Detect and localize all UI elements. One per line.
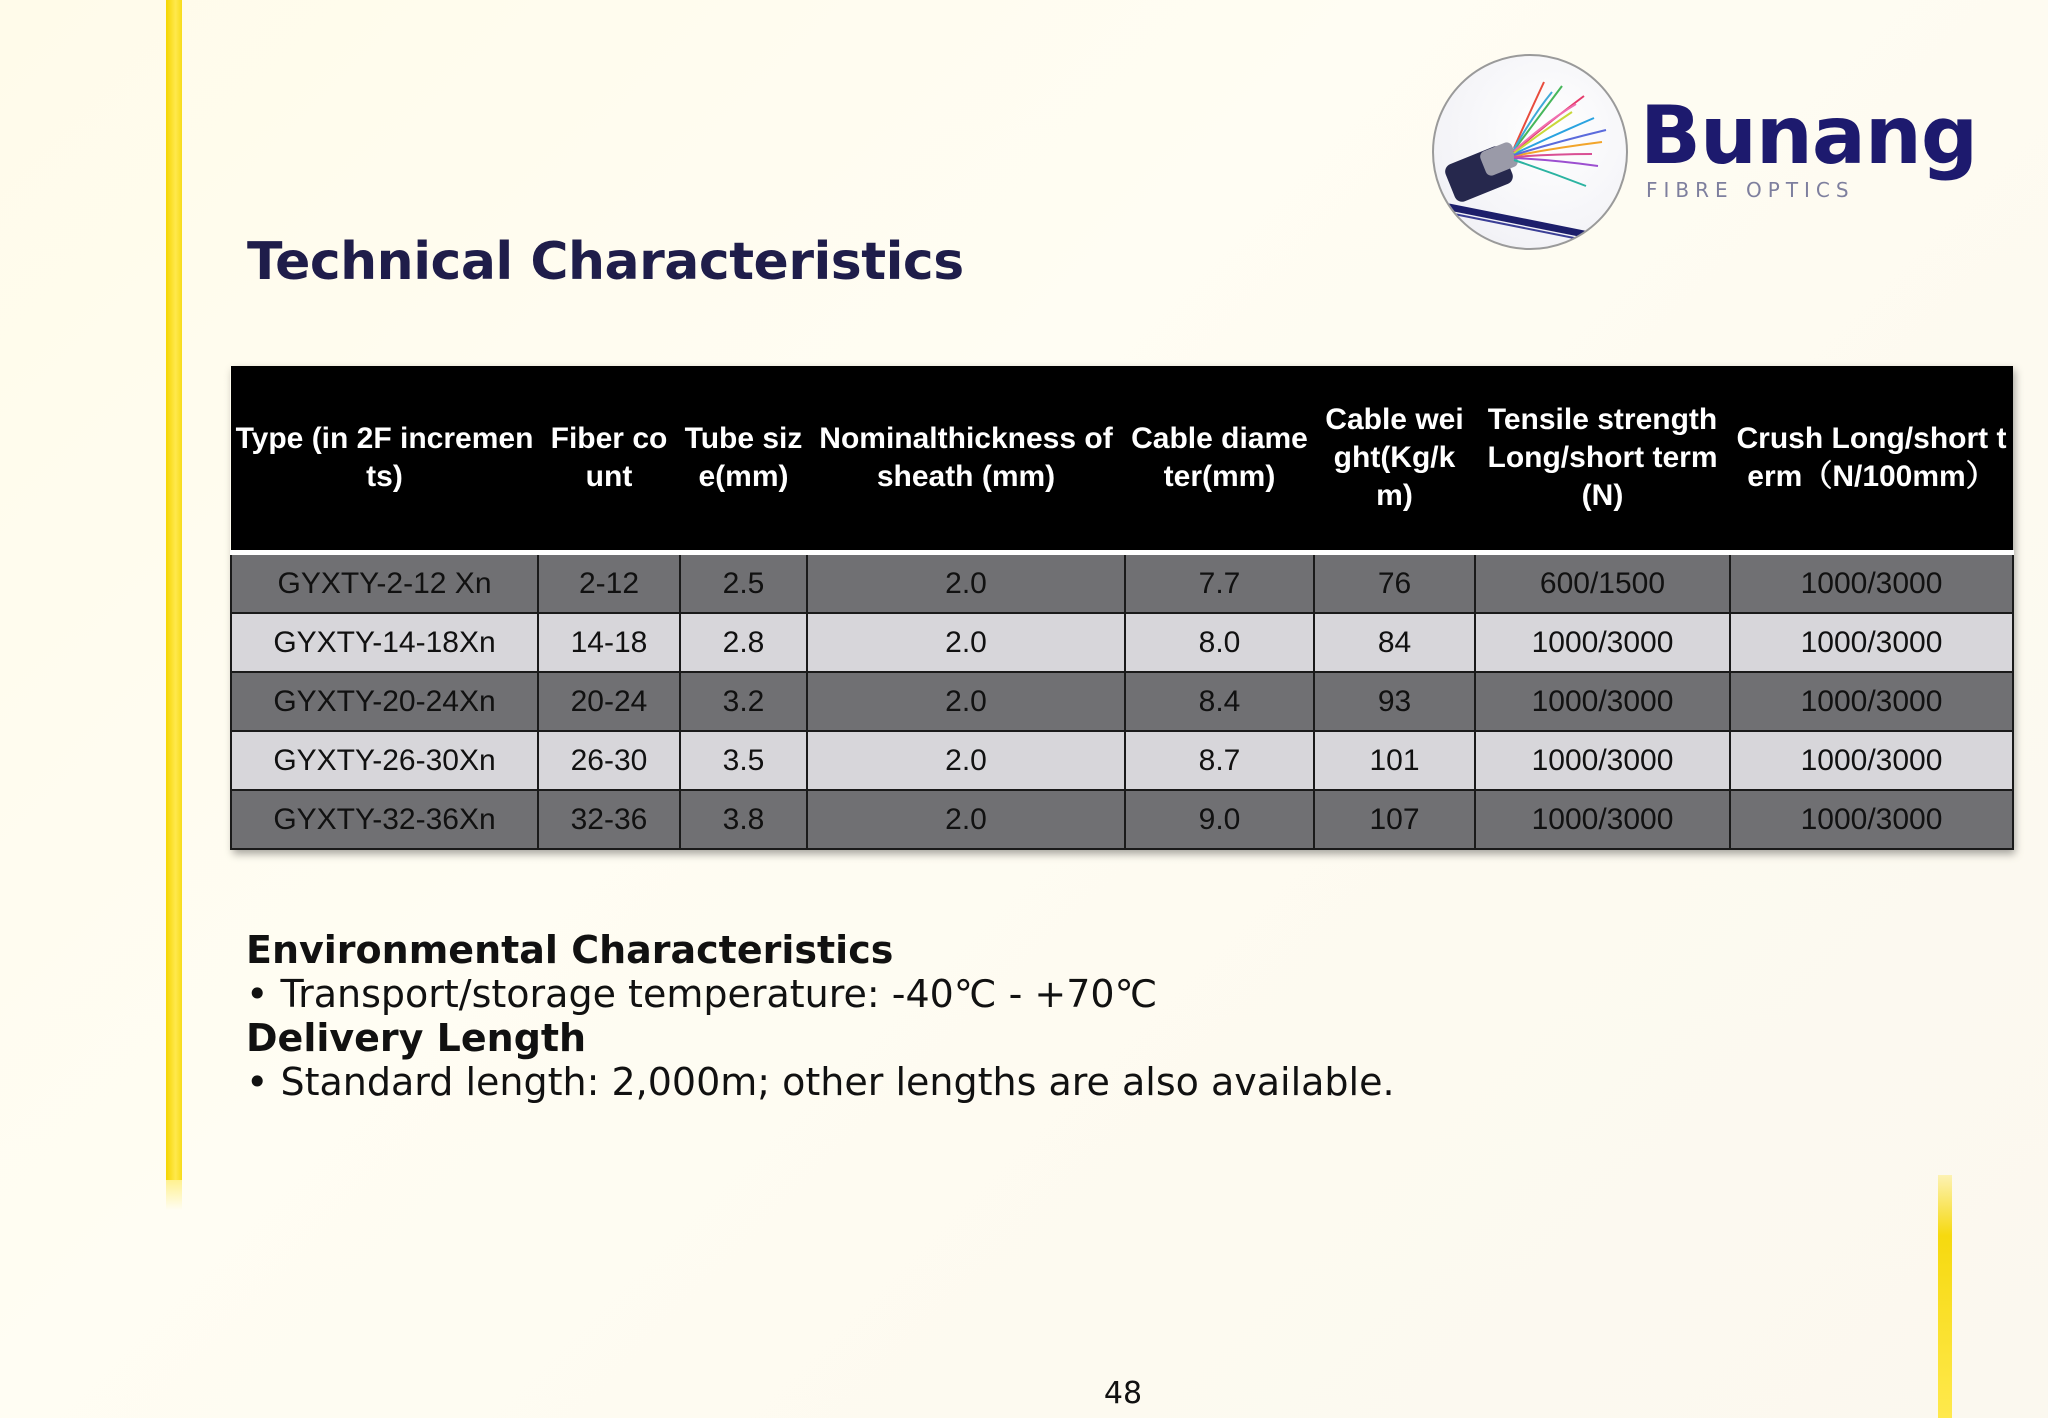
table-cell: 107 — [1314, 790, 1475, 849]
brand-logo — [1432, 54, 1978, 254]
left-accent-stripe — [166, 0, 182, 1180]
table-cell: 2.8 — [680, 613, 807, 672]
brand-tagline: FIBRE OPTICS — [1646, 178, 1855, 202]
column-header-cable-diameter: Cable diameter(mm) — [1125, 366, 1314, 553]
page-number: 48 — [1103, 1376, 1143, 1411]
table-cell: 76 — [1314, 553, 1475, 614]
column-header-sheath-thickness: Nominalthickness of sheath (mm) — [807, 366, 1125, 553]
table-cell: 2.0 — [807, 672, 1125, 731]
column-header-type: Type (in 2F increments) — [231, 366, 538, 553]
table-cell: GYXTY-32-36Xn — [231, 790, 538, 849]
table-cell: 2.0 — [807, 790, 1125, 849]
brand-name: Bunang — [1640, 89, 1978, 182]
table-row — [231, 790, 2013, 849]
table-cell: GYXTY-26-30Xn — [231, 731, 538, 790]
table-cell: 1000/3000 — [1730, 613, 2013, 672]
table-cell: 3.5 — [680, 731, 807, 790]
table-cell: 8.0 — [1125, 613, 1314, 672]
table-cell: 8.7 — [1125, 731, 1314, 790]
table-cell: 1000/3000 — [1475, 731, 1730, 790]
environment-heading: Environmental Characteristics — [246, 928, 894, 972]
table-cell: 1000/3000 — [1730, 790, 2013, 849]
table-cell: 600/1500 — [1475, 553, 1730, 614]
temperature-line: • Transport/storage temperature: -40℃ - +70℃ — [246, 972, 1158, 1016]
table-cell: 32-36 — [538, 790, 680, 849]
column-header-cable-weight: Cable weight(Kg/km) — [1314, 366, 1475, 553]
column-header-fiber-count: Fiber count — [538, 366, 680, 553]
table-cell: 2.5 — [680, 553, 807, 614]
column-header-tensile-strength: Tensile strengthLong/short term (N) — [1475, 366, 1730, 553]
table-cell: 2.0 — [807, 731, 1125, 790]
delivery-heading: Delivery Length — [246, 1016, 587, 1060]
table-cell: 93 — [1314, 672, 1475, 731]
table-row — [231, 613, 2013, 672]
table-cell: 1000/3000 — [1730, 553, 2013, 614]
table-cell: 1000/3000 — [1475, 672, 1730, 731]
environment-section — [246, 928, 1395, 1104]
table-cell: 2.0 — [807, 613, 1125, 672]
table-row — [231, 553, 2013, 614]
table-cell: GYXTY-14-18Xn — [231, 613, 538, 672]
left-accent-stripe-fade — [166, 1180, 182, 1210]
table-cell: 84 — [1314, 613, 1475, 672]
table-cell: 9.0 — [1125, 790, 1314, 849]
spec-table — [230, 366, 2012, 850]
table-cell: 26-30 — [538, 731, 680, 790]
column-header-crush: Crush Long/short term（N/100mm） — [1730, 366, 2013, 553]
table-header-row — [231, 366, 2013, 553]
table-cell: 2.0 — [807, 553, 1125, 614]
table-row — [231, 731, 2013, 790]
table-cell: 3.2 — [680, 672, 807, 731]
right-accent-stripe — [1938, 1175, 1952, 1418]
table-cell: 8.4 — [1125, 672, 1314, 731]
table-cell: 20-24 — [538, 672, 680, 731]
column-header-tube-size: Tube size(mm) — [680, 366, 807, 553]
table-cell: 1000/3000 — [1475, 790, 1730, 849]
table-cell: GYXTY-2-12 Xn — [231, 553, 538, 614]
fiber-cable-icon — [1432, 54, 1628, 250]
table-cell: 1000/3000 — [1730, 672, 2013, 731]
table-row — [231, 672, 2013, 731]
table-cell: 3.8 — [680, 790, 807, 849]
table-cell: 7.7 — [1125, 553, 1314, 614]
table-cell: 2-12 — [538, 553, 680, 614]
page-title: Technical Characteristics — [247, 232, 964, 292]
table-cell: GYXTY-20-24Xn — [231, 672, 538, 731]
table-cell: 1000/3000 — [1475, 613, 1730, 672]
delivery-length-line: • Standard length: 2,000m; other lengths are also available. — [246, 1060, 1395, 1104]
table-cell: 1000/3000 — [1730, 731, 2013, 790]
table-cell: 101 — [1314, 731, 1475, 790]
table-cell: 14-18 — [538, 613, 680, 672]
